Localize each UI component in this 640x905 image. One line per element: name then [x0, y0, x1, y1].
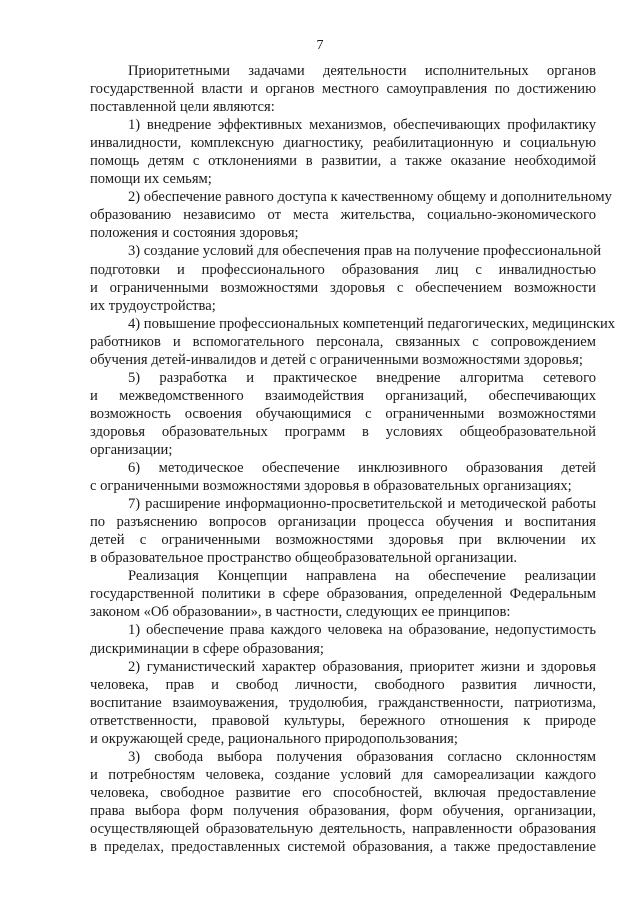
text-line: и окружающей среде, рационального природопользования;	[90, 730, 458, 747]
text-line: возможность освоения обучающимися с ограниченными возможностями	[90, 405, 596, 422]
text-line: права выбора форм получения образования, форм обучения, организации,	[90, 802, 596, 819]
text-line: инвалидности, комплексную диагностику, реабилитационную и социальную	[90, 135, 596, 152]
text-line: положения и состояния здоровья;	[90, 225, 299, 242]
text-line: помощь детям с отклонениями в развитии, а также оказание необходимой	[90, 153, 596, 170]
text-line: образованию независимо от места жительства, социально-экономического	[90, 207, 596, 224]
text-line: и ограниченными возможностями здоровья с обеспечением возможности	[90, 279, 596, 296]
text-line: Приоритетными задачами деятельности исполнительных органов	[128, 63, 596, 79]
text-line: помощи их семьям;	[90, 171, 212, 188]
text-line: по разъяснению вопросов организации процесса обучения и воспитания	[90, 514, 596, 531]
text-line: детей с ограниченными возможностями здоровья при включении их	[90, 532, 596, 549]
text-line: 5) разработка и практическое внедрение алгоритма сетевого	[128, 369, 596, 386]
text-line: осуществляющей образовательную деятельность, направленности образования	[90, 820, 596, 837]
text-line: в образовательное пространство общеобразовательной организации.	[90, 550, 518, 567]
text-line: 2) гуманистический характер образования, приоритет жизни и здоровья	[128, 658, 596, 675]
text-line: 7) расширение информационно-просветительской и методической работы	[128, 496, 596, 513]
text-line: подготовки и профессионального образования лиц с инвалидностью	[90, 261, 596, 278]
text-line: воспитание взаимоуважения, трудолюбия, гражданственности, патриотизма,	[90, 694, 596, 711]
text-line: законом «Об образовании», в частности, следующих ее принципов:	[90, 604, 511, 621]
text-line: поставленной цели являются:	[90, 99, 275, 116]
text-line: Реализация Концепции направлена на обеспечение реализации	[128, 568, 596, 585]
text-line: 4) повышение профессиональных компетенций педагогических, медицинских	[128, 315, 616, 332]
text-line: 6) методическое обеспечение инклюзивного образования детей	[128, 460, 596, 477]
text-line: 2) обеспечение равного доступа к качественному общему и дополнительному	[128, 189, 612, 206]
text-line: человека, прав и свобод личности, свободного развития личности,	[90, 676, 596, 693]
text-line: 1) обеспечение права каждого человека на образование, недопустимость	[128, 622, 596, 639]
text-line: 1) внедрение эффективных механизмов, обеспечивающих профилактику	[128, 117, 596, 134]
text-line: здоровья образовательных программ в условиях общеобразовательной	[90, 423, 596, 440]
text-line: государственной власти и органов местного самоуправления по достижению	[90, 81, 596, 98]
document-body	[90, 62, 616, 856]
text-line: государственной политики в сфере образования, определенной Федеральным	[90, 586, 596, 603]
text-line: обучения детей-инвалидов и детей с ограниченными возможностями здоровья;	[90, 351, 583, 368]
text-line: и межведомственного взаимодействия организаций, обеспечивающих	[90, 387, 596, 404]
text-line: человека, свободное развитие его способностей, включая предоставление	[90, 784, 596, 801]
text-line: и потребностям человека, создание условий для самореализации каждого	[90, 766, 596, 783]
page-number: 7	[316, 38, 324, 53]
text-line: 3) свобода выбора получения образования согласно склонностям	[128, 748, 596, 765]
text-line: с ограниченными возможностями здоровья в образовательных организациях;	[90, 478, 572, 495]
text-line: организации;	[90, 441, 173, 458]
text-line: ответственности, правовой культуры, бережного отношения к природе	[90, 712, 596, 729]
text-line: работников и вспомогательного персонала, связанных с сопровождением	[90, 333, 596, 350]
text-line: 3) создание условий для обеспечения прав на получение профессиональной	[128, 243, 602, 260]
text-line: в пределах, предоставленных системой образования, а также предоставление	[90, 839, 596, 856]
text-line: их трудоустройства;	[90, 297, 216, 314]
text-line: дискриминации в сфере образования;	[90, 640, 324, 657]
